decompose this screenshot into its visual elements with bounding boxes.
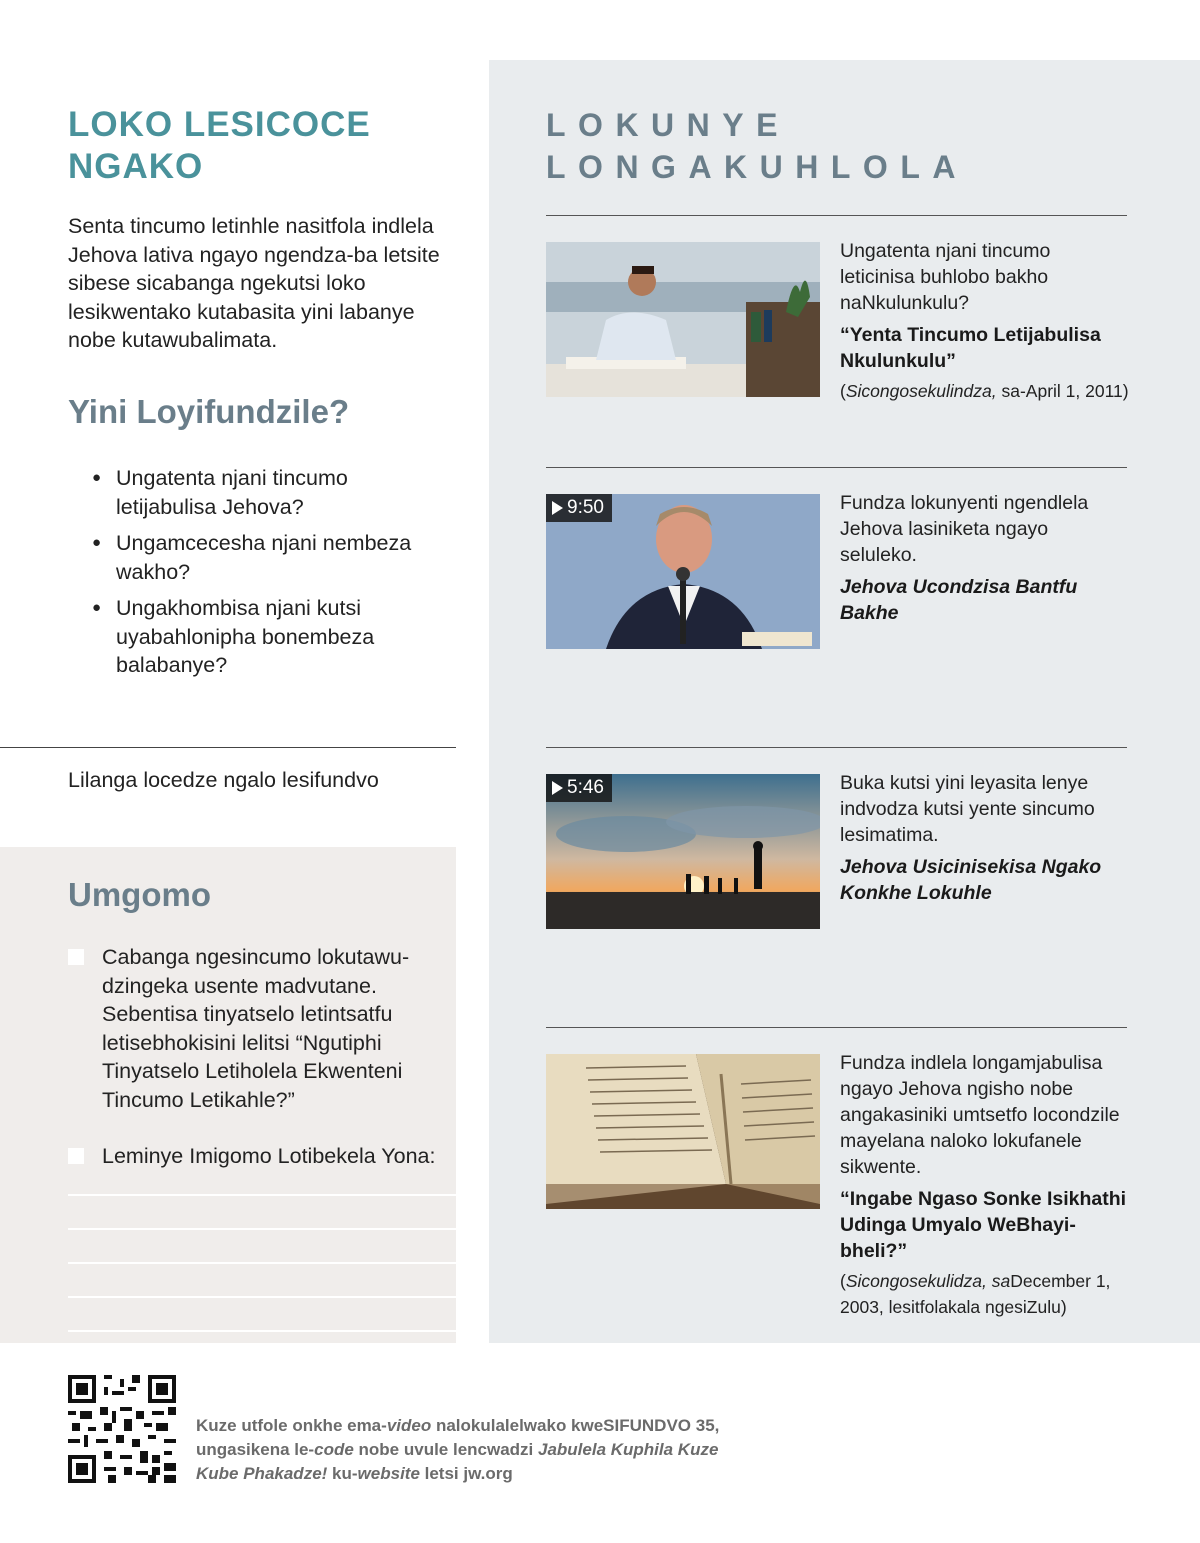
divider — [546, 1027, 1127, 1028]
goal-checkbox[interactable] — [68, 949, 84, 965]
related-item — [840, 490, 1130, 626]
divider — [546, 215, 1127, 216]
item-description: Fundza indlela longamjabulisa ngayo Jehova ngisho nobe angakasiniki umtsetfo locondzile mayelana naloko lokufanele sikwente. — [840, 1052, 1120, 1178]
section-heading: LOKO LESICOCE NGAKO — [68, 105, 371, 186]
related-heading — [546, 104, 968, 188]
item-description: Ungatenta njani tincumo leticinisa buhlobo bakho naNkulunkulu? — [840, 240, 1051, 314]
footer-text: video — [386, 1416, 432, 1435]
item-source: (Sicongosekulindza, sa-April 1, 2011) — [840, 381, 1129, 401]
video-thumbnail[interactable] — [546, 494, 820, 649]
footer-text: nalokulalelwako kweSIFUNDVO 35, ungasikena le- — [196, 1416, 720, 1459]
write-in-line[interactable] — [68, 1262, 456, 1264]
video-thumbnail[interactable] — [546, 774, 820, 929]
item-description: Fundza lokunyenti ngendlela Jehova lasiniketa ngayo seluleko. — [840, 492, 1089, 566]
play-icon — [552, 501, 563, 515]
item-title-link[interactable]: Jehova Ucondzisa Bantfu Bakhe — [840, 576, 1078, 624]
review-question: ● Ungatenta njani tincumo letijabulisa Jehova? — [92, 464, 452, 521]
duration-label: 9:50 — [567, 497, 604, 518]
write-in-line[interactable] — [68, 1296, 456, 1298]
intro-paragraph: Senta tincumo letinhle nasitfola indlela Jehova lativa ngayo ngendza-ba letsite sibese sicabanga ngekutsi loko lesikwentako kutabasita yini labanye nobe kutawubalimata. — [68, 214, 440, 352]
goal-item — [68, 943, 453, 1114]
footer-text: code — [314, 1440, 354, 1459]
related-item — [840, 770, 1130, 906]
review-question: ● Ungamcecesha njani nembeza wakho? — [92, 529, 452, 586]
source-date: December 1, 2003, lesitfolakala ngesiZulu) — [840, 1271, 1111, 1317]
footer-website-link[interactable]: letsi jw.org — [419, 1464, 513, 1483]
footer-text: ku- — [327, 1464, 358, 1483]
footer-text: nobe uvule lencwadzi — [353, 1440, 538, 1459]
source-name: Sicongosekulindza, — [845, 381, 997, 401]
related-heading-line: LOKUNYE — [546, 107, 790, 143]
article-thumbnail[interactable] — [546, 1054, 820, 1209]
item-title-link[interactable]: Jehova Usicinisekisa Ngako Konkhe Lokuhle — [840, 856, 1102, 904]
play-icon — [552, 781, 563, 795]
related-item — [840, 1050, 1130, 1320]
item-source: (Sicongosekulidza, saDecember 1, 2003, lesitfolakala ngesiZulu) — [840, 1271, 1111, 1317]
divider — [0, 747, 456, 748]
write-in-line[interactable] — [68, 1228, 456, 1230]
review-questions — [92, 464, 452, 688]
completion-date-label: Lilanga locedze ngalo lesifundvo — [68, 768, 379, 792]
item-title-link[interactable]: “Yenta Tincumo Letijabulisa Nkulunkulu” — [840, 324, 1101, 372]
goal-text: Cabanga ngesincumo lokutawudzingeka usente madvutane. Sebentisa tinyatselo letintsatfu letisebhokisini lelitsi “Ngutiphi Tinyatselo Letiholela Ekwenteni Tincumo Letikahle?” — [102, 945, 410, 1112]
related-heading-line: LONGAKUHLOLA — [546, 149, 968, 185]
goal-list — [68, 943, 453, 1171]
goal-heading: Umgomo — [68, 876, 211, 913]
video-duration — [546, 774, 612, 802]
write-in-line[interactable] — [68, 1330, 456, 1332]
footer-book-title: Jabulela Kuphila Kuze Kube Phakadze! — [196, 1440, 719, 1483]
qr-code-icon[interactable] — [68, 1375, 176, 1483]
item-description: Buka kutsi yini leyasita lenye indvodza kutsi yente sincumo lesimatima. — [840, 772, 1095, 846]
duration-label: 5:46 — [567, 777, 604, 798]
goal-text: Leminye Imigomo Lotibekela Yona: — [102, 1144, 436, 1168]
footer-text: website — [357, 1464, 420, 1483]
goal-item — [68, 1142, 453, 1171]
divider — [546, 467, 1127, 468]
related-item — [840, 238, 1130, 404]
footer-text: Kuze utfole onkhe ema- — [196, 1416, 387, 1435]
write-in-line[interactable] — [68, 1194, 456, 1196]
review-question: ● Ungakhombisa njani kutsi uyabahlonipha bonembeza balabanye? — [92, 594, 452, 680]
source-date: sa-April 1, 2011) — [996, 381, 1129, 401]
footer-note — [196, 1414, 756, 1486]
divider — [546, 747, 1127, 748]
review-heading: Yini Loyifundzile? — [68, 393, 350, 430]
source-name: Sicongosekulidza, sa — [845, 1271, 1011, 1291]
video-duration — [546, 494, 612, 522]
goal-checkbox[interactable] — [68, 1148, 84, 1164]
item-title-link[interactable]: “Ingabe Ngaso Sonke Isikhathi Udinga Umyalo WeBhayibheli?” — [840, 1188, 1127, 1262]
article-thumbnail[interactable] — [546, 242, 820, 397]
